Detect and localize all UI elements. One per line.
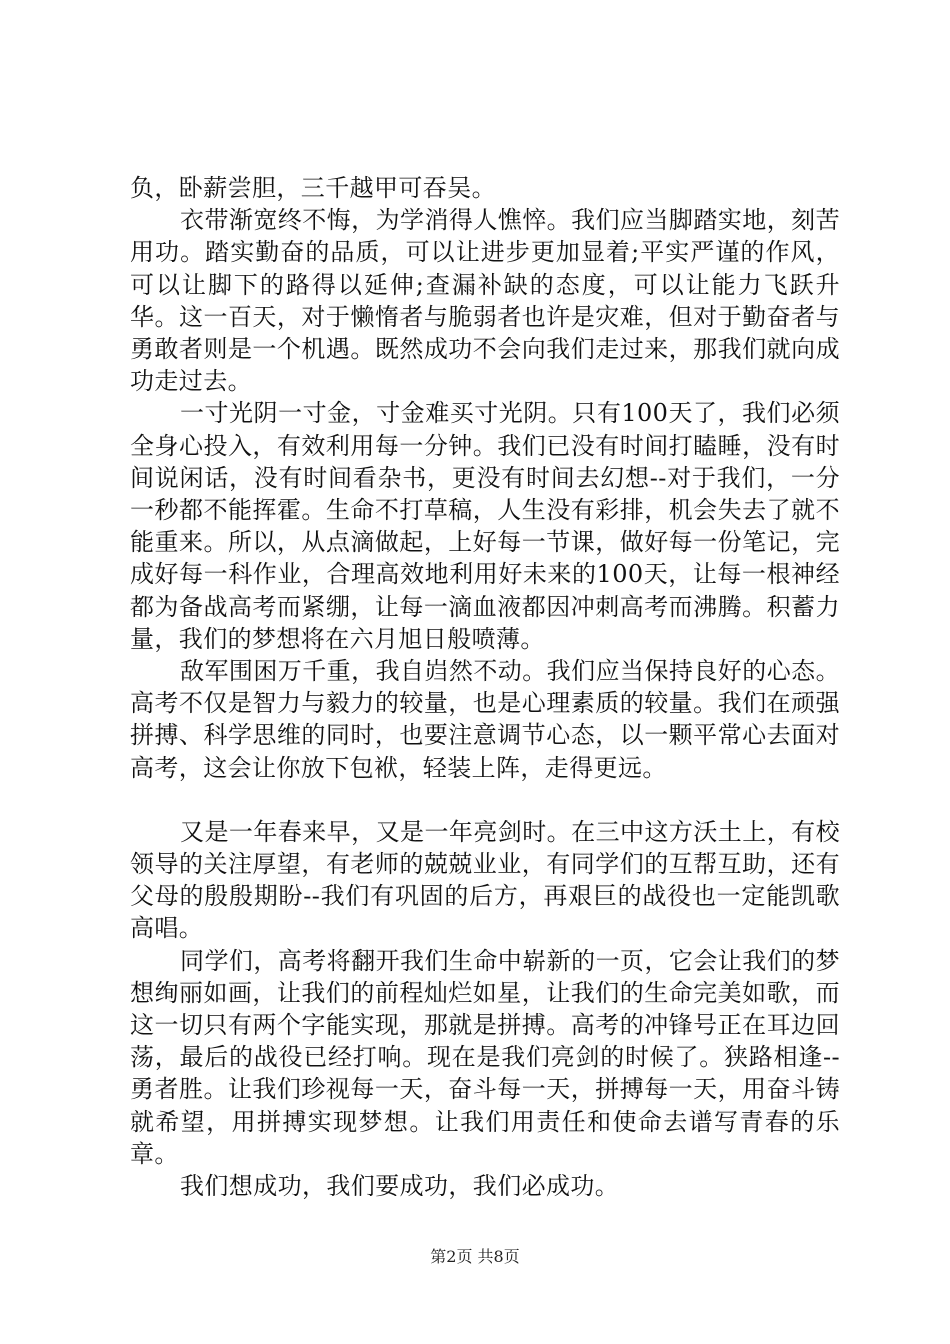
- paragraph-6: 同学们，高考将翻开我们生命中崭新的一页，它会让我们的梦想绚丽如画，让我们的前程灿烂如星，让我们的生命完美如歌，而这一切只有两个字能实现，那就是拼搏。高考的冲锋号正在耳边回荡，最后的战役已经打响。现在是我们亮剑的时候了。狭路相逢--勇者胜。让我们珍视每一天，奋斗每一天，拼搏每一天，用奋斗铸就希望，用拼搏实现梦想。让我们用责任和使命去谱写青春的乐章。: [130, 946, 840, 1168]
- paragraph-5: 又是一年春来早，又是一年亮剑时。在三中这方沃土上，有校领导的关注厚望，有老师的兢兢业业，有同学们的互帮互助，还有父母的殷殷期盼--我们有巩固的后方，再艰巨的战役也一定能凯歌高唱。: [130, 817, 840, 943]
- paragraph-1: 负，卧薪尝胆，三千越甲可吞吴。: [130, 174, 496, 202]
- paragraph-7: 我们想成功，我们要成功，我们必成功。: [180, 1172, 620, 1201]
- paragraph-2: 衣带渐宽终不悔，为学消得人憔悴。我们应当脚踏实地，刻苦用功。踏实勤奋的品质，可以让进步更加显着;平实严谨的作风，可以让脚下的路得以延伸;查漏补缺的态度，可以让能力飞跃升华。这一百天，对于懒惰者与脆弱者也许是灾难，但对于勤奋者与勇敢者则是一个机遇。既然成功不会向我们走过来，那我们就向成功走过去。: [130, 206, 840, 396]
- paragraph-4: 敌军围困万千重，我自岿然不动。我们应当保持良好的心态。高考不仅是智力与毅力的较量，也是心理素质的较量。我们在顽强拼搏、科学思维的同时，也要注意调节心态，以一颗平常心去面对高考，这会让你放下包袱，轻装上阵，走得更远。: [130, 657, 840, 782]
- paragraph-3: 一寸光阴一寸金，寸金难买寸光阴。只有100天了，我们必须全身心投入，有效利用每一分钟。我们已没有时间打瞌睡，没有时间说闲话，没有时间看杂书，更没有时间去幻想--对于我们，一分一秒都不能挥霍。生命不打草稿，人生没有彩排，机会失去了就不能重来。所以，从点滴做起，上好每一节课，做好每一份笔记，完成好每一科作业，合理高效地利用好未来的100天，让每一根神经都为备战高考而紧绷，让每一滴血液都因冲刺高考而沸腾。积蓄力量，我们的梦想将在六月旭日般喷薄。: [130, 399, 840, 653]
- document-body: [130, 172, 840, 1202]
- page-number-footer: 第2页 共8页: [430, 1247, 520, 1266]
